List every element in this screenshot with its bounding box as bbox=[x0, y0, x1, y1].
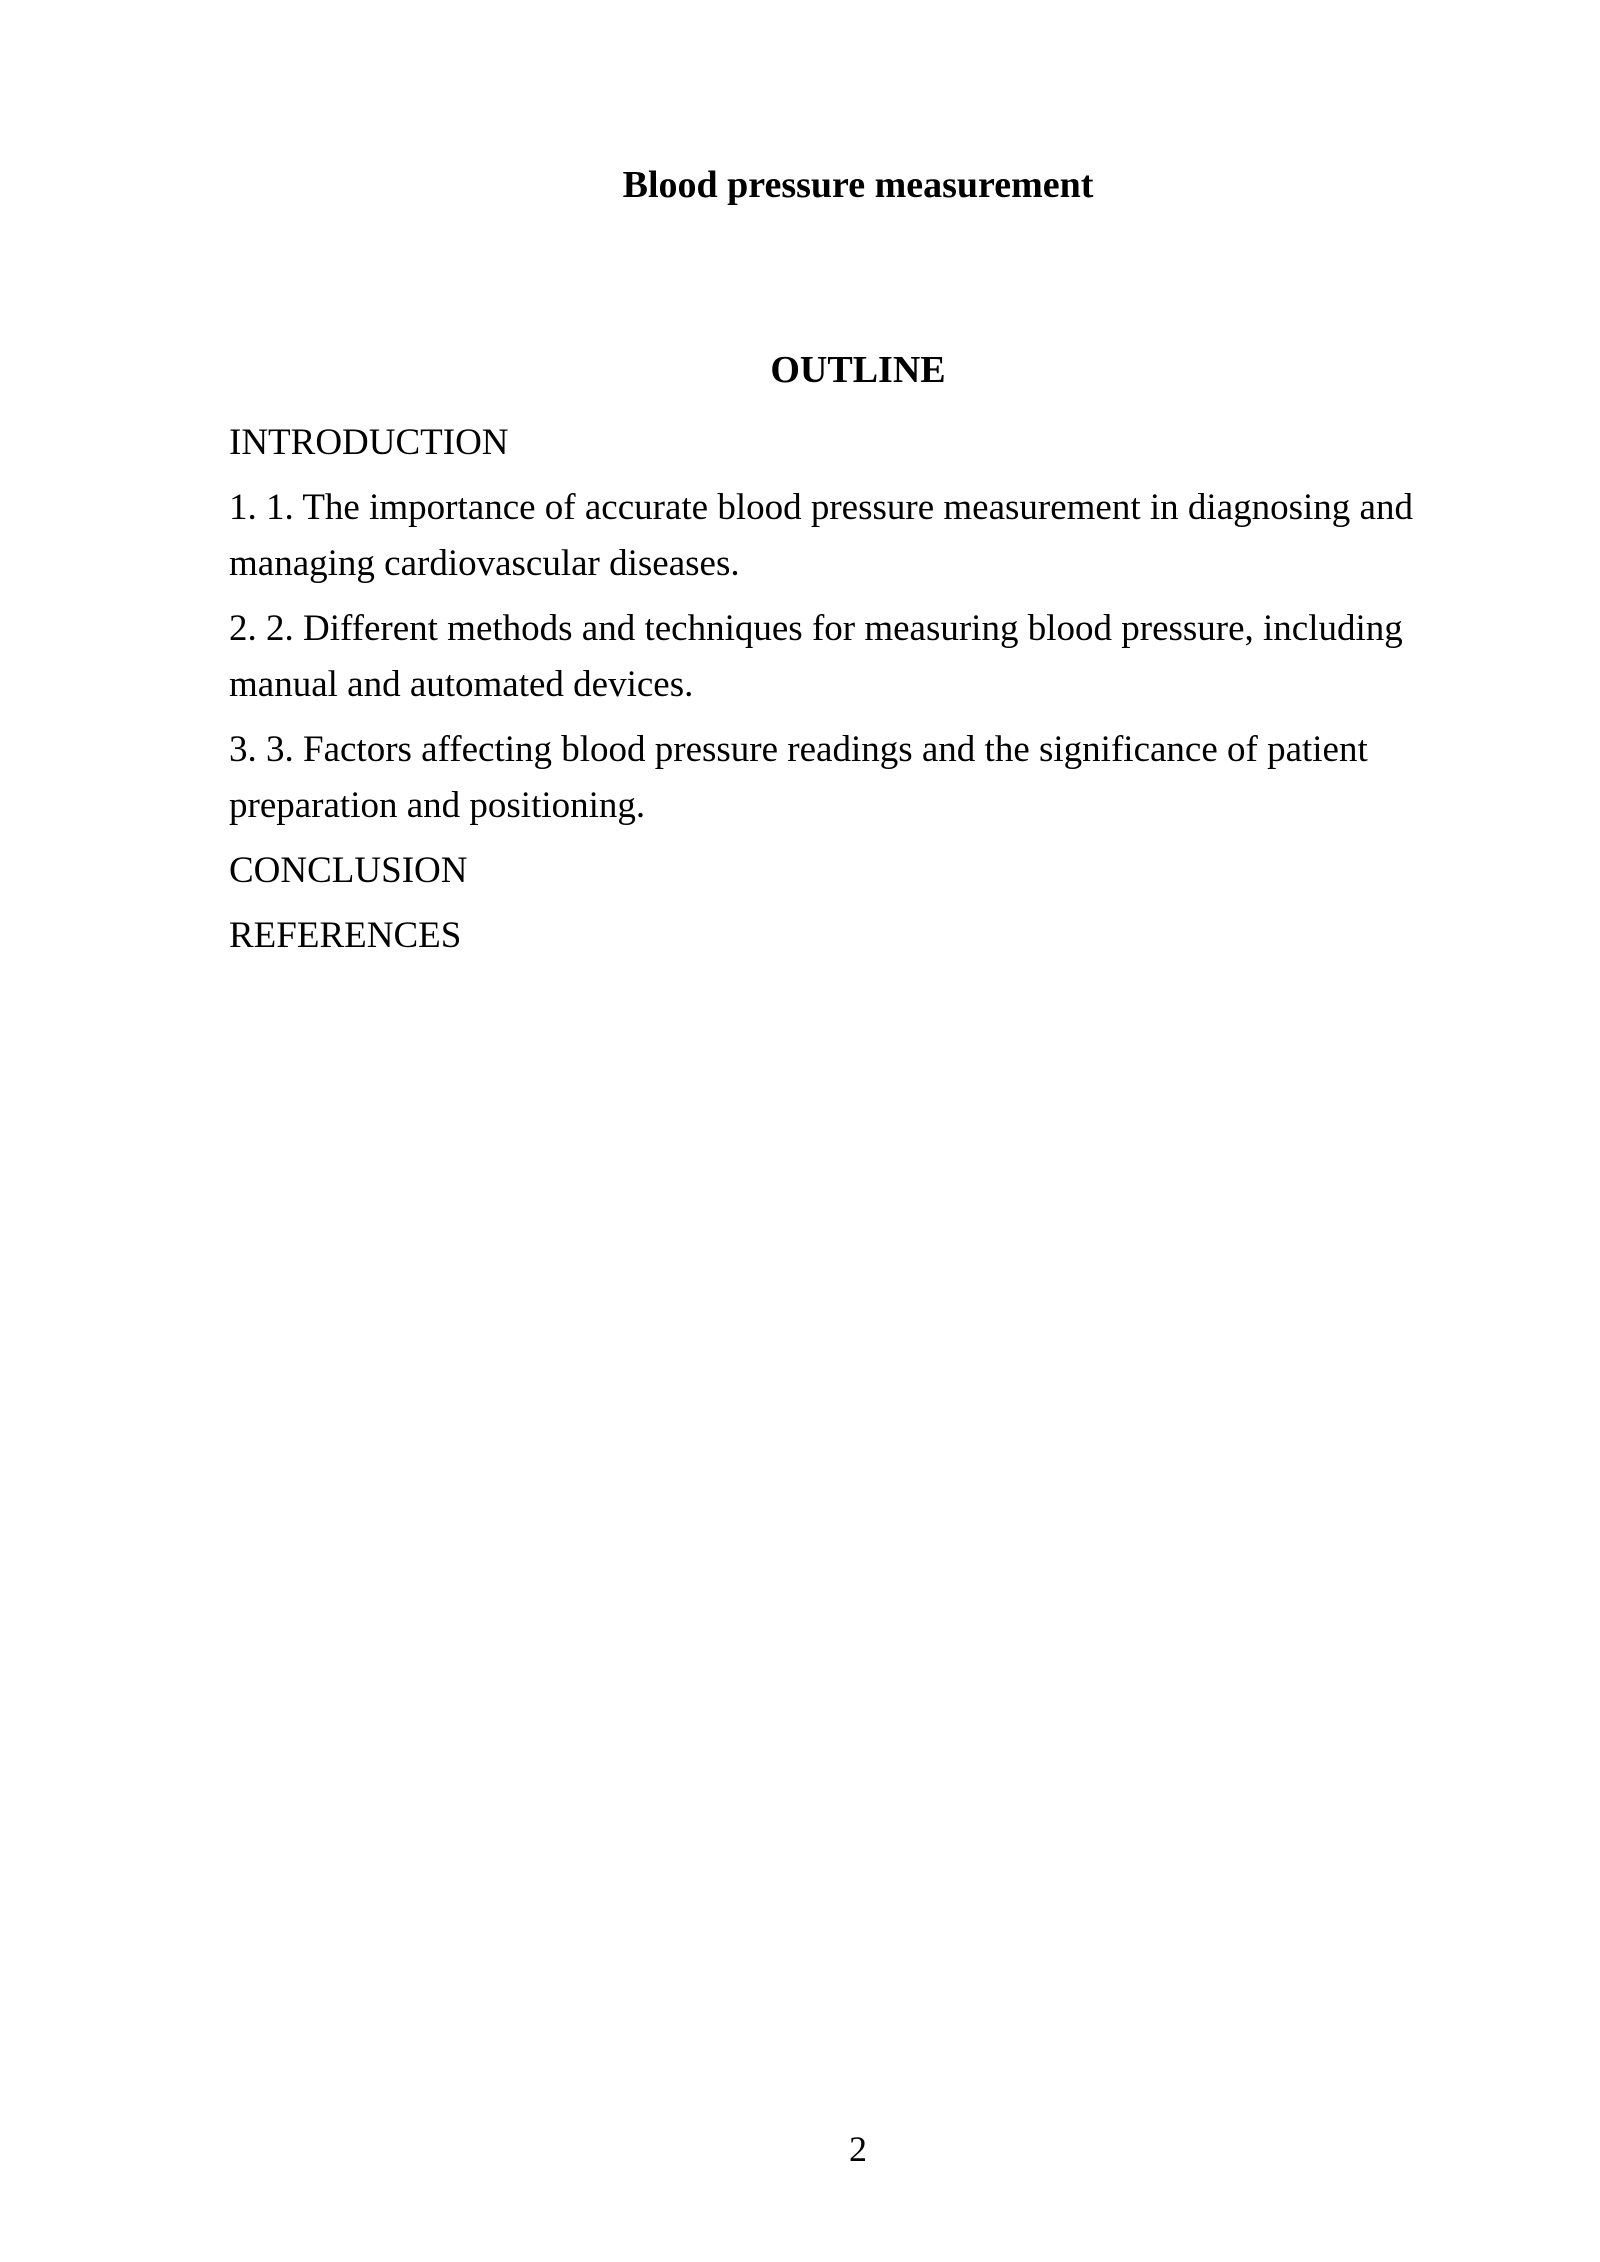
page-number: 2 bbox=[849, 2129, 867, 2169]
outline-item-conclusion: CONCLUSION bbox=[229, 850, 468, 891]
outline-item-introduction: INTRODUCTION bbox=[229, 422, 509, 463]
outline-item-references: REFERENCES bbox=[229, 915, 462, 956]
outline-heading: OUTLINE bbox=[770, 349, 946, 391]
outline-item-1: 1. 1. The importance of accurate blood pressure measurement in diagnosing and managing cardiovascular diseases. bbox=[229, 487, 1413, 584]
outline-list bbox=[229, 415, 1459, 973]
outline-item-2: 2. 2. Different methods and techniques for measuring blood pressure, including manual and automated devices. bbox=[229, 608, 1403, 705]
document-title: Blood pressure measurement bbox=[622, 164, 1094, 206]
outline-item-3: 3. 3. Factors affecting blood pressure readings and the significance of patient preparation and positioning. bbox=[229, 729, 1368, 826]
